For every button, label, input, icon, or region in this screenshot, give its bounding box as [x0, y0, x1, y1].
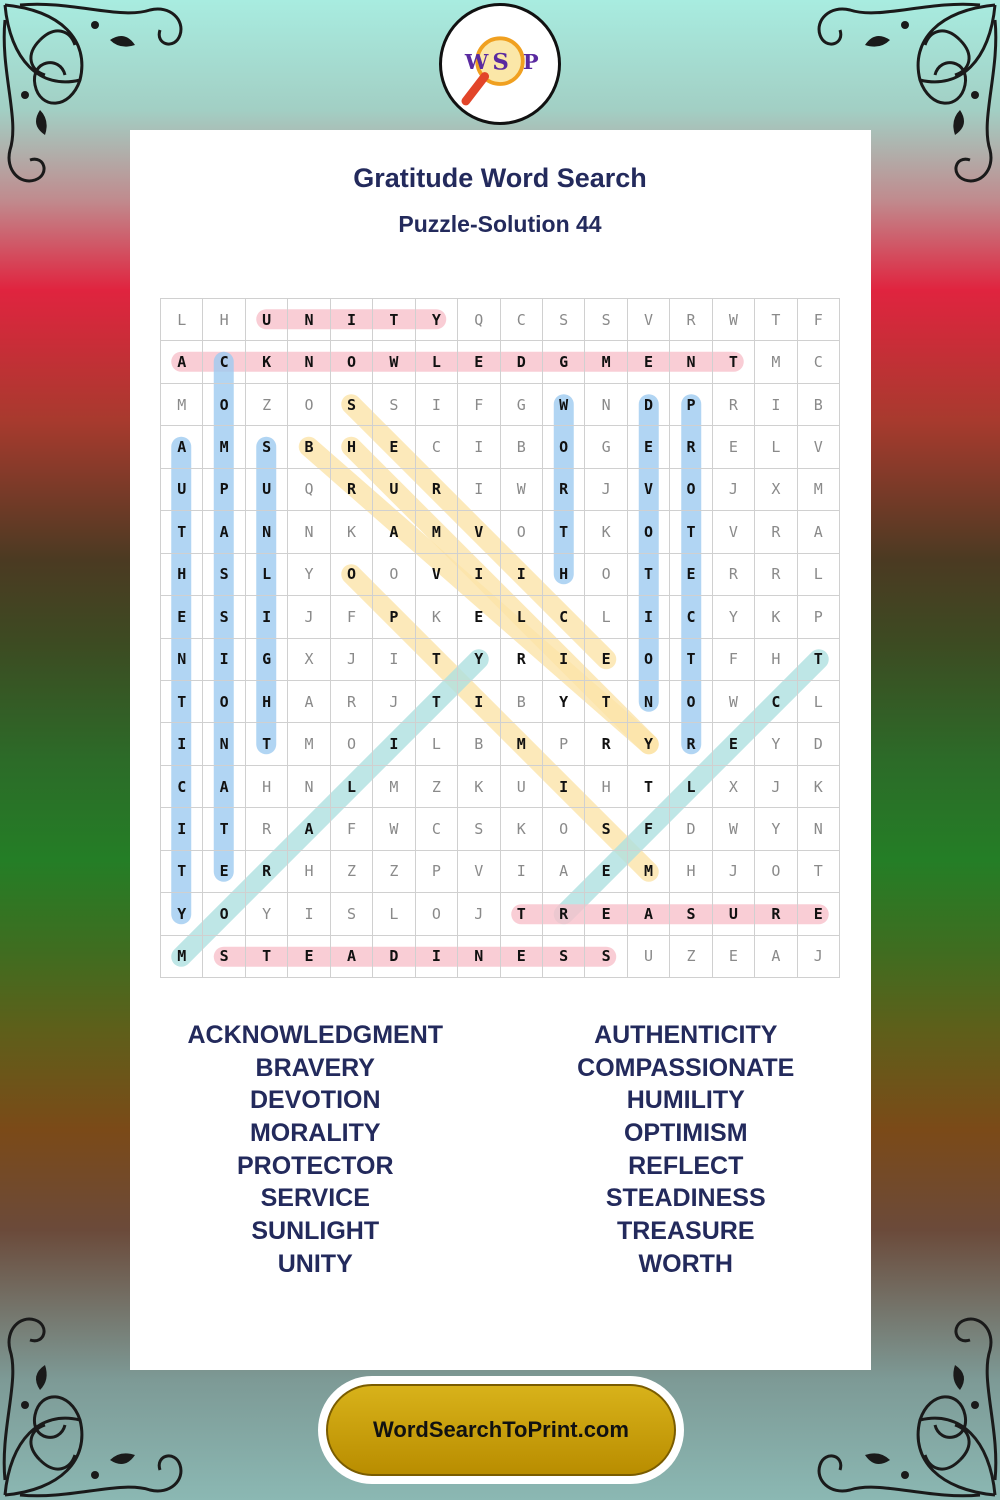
grid-cell[interactable]: S: [331, 384, 373, 426]
grid-cell[interactable]: E: [628, 341, 670, 383]
grid-cell[interactable]: N: [288, 766, 330, 808]
grid-cell[interactable]: K: [755, 596, 797, 638]
grid-cell[interactable]: R: [670, 723, 712, 765]
grid-cell[interactable]: E: [713, 723, 755, 765]
grid-cell[interactable]: J: [373, 681, 415, 723]
grid-cell[interactable]: T: [416, 639, 458, 681]
grid-cell[interactable]: C: [755, 681, 797, 723]
grid-cell[interactable]: K: [798, 766, 840, 808]
grid-cell[interactable]: Y: [288, 554, 330, 596]
grid-cell[interactable]: T: [161, 511, 203, 553]
word-list-item: MORALITY: [249, 1119, 381, 1148]
grid-cell[interactable]: J: [331, 639, 373, 681]
grid-cell[interactable]: J: [755, 766, 797, 808]
grid-cell[interactable]: I: [373, 639, 415, 681]
grid-cell[interactable]: L: [246, 554, 288, 596]
word-search-board: [160, 298, 840, 978]
grid-cell[interactable]: L: [798, 554, 840, 596]
grid-cell[interactable]: E: [585, 851, 627, 893]
grid-cell[interactable]: D: [798, 723, 840, 765]
grid-cell[interactable]: W: [543, 384, 585, 426]
grid-cell[interactable]: V: [628, 299, 670, 341]
grid-cell[interactable]: X: [288, 639, 330, 681]
grid-cell[interactable]: H: [203, 299, 245, 341]
grid-cell[interactable]: E: [798, 893, 840, 935]
grid-cell[interactable]: I: [373, 723, 415, 765]
grid-cell[interactable]: N: [458, 936, 500, 978]
grid-cell[interactable]: W: [373, 808, 415, 850]
grid-cell[interactable]: H: [543, 554, 585, 596]
word-list-item: BRAVERY: [255, 1053, 375, 1082]
grid-cell[interactable]: F: [628, 808, 670, 850]
grid-cell[interactable]: I: [458, 681, 500, 723]
grid-cell[interactable]: A: [161, 341, 203, 383]
grid-cell[interactable]: F: [713, 639, 755, 681]
grid-cell[interactable]: L: [755, 426, 797, 468]
grid-cell[interactable]: O: [288, 384, 330, 426]
grid-cell[interactable]: X: [755, 469, 797, 511]
grid-cell[interactable]: C: [203, 341, 245, 383]
grid-cell[interactable]: W: [501, 469, 543, 511]
word-list-item: SERVICE: [260, 1184, 370, 1213]
grid-cell[interactable]: O: [373, 554, 415, 596]
grid-cell[interactable]: T: [628, 554, 670, 596]
logo-letter-w: W: [464, 48, 489, 74]
grid-cell[interactable]: O: [543, 426, 585, 468]
grid-cell[interactable]: P: [798, 596, 840, 638]
grid-cell[interactable]: L: [331, 766, 373, 808]
grid-cell[interactable]: V: [798, 426, 840, 468]
grid-cell[interactable]: C: [416, 808, 458, 850]
grid-cell[interactable]: M: [585, 341, 627, 383]
grid-cell[interactable]: I: [161, 723, 203, 765]
grid-cell[interactable]: E: [713, 936, 755, 978]
grid-cell[interactable]: H: [670, 851, 712, 893]
grid-cell[interactable]: U: [373, 469, 415, 511]
grid-cell[interactable]: G: [501, 384, 543, 426]
grid-cell[interactable]: E: [628, 426, 670, 468]
grid-cell[interactable]: K: [331, 511, 373, 553]
grid-cell[interactable]: Q: [458, 299, 500, 341]
grid-cell[interactable]: T: [670, 639, 712, 681]
grid-cell[interactable]: S: [543, 936, 585, 978]
grid-cell[interactable]: H: [755, 639, 797, 681]
grid-cell[interactable]: I: [416, 936, 458, 978]
grid-cell[interactable]: R: [585, 723, 627, 765]
grid-cell[interactable]: P: [670, 384, 712, 426]
grid-cell[interactable]: I: [755, 384, 797, 426]
grid-cell[interactable]: K: [246, 341, 288, 383]
grid-cell[interactable]: T: [416, 681, 458, 723]
grid-cell[interactable]: Y: [755, 723, 797, 765]
grid-cell[interactable]: C: [501, 299, 543, 341]
grid-cell[interactable]: U: [501, 766, 543, 808]
grid-cell[interactable]: E: [373, 426, 415, 468]
grid-cell[interactable]: M: [161, 936, 203, 978]
grid-cell[interactable]: A: [288, 681, 330, 723]
grid-cell[interactable]: M: [755, 341, 797, 383]
grid-cell[interactable]: C: [416, 426, 458, 468]
grid-cell[interactable]: O: [203, 384, 245, 426]
grid-cell[interactable]: O: [543, 808, 585, 850]
grid-cell[interactable]: C: [543, 596, 585, 638]
grid-cell[interactable]: Z: [670, 936, 712, 978]
grid-cell[interactable]: E: [713, 426, 755, 468]
grid-cell[interactable]: V: [628, 469, 670, 511]
grid-cell[interactable]: R: [543, 893, 585, 935]
grid-cell[interactable]: L: [798, 681, 840, 723]
grid-cell[interactable]: H: [288, 851, 330, 893]
grid-cell[interactable]: A: [798, 511, 840, 553]
word-list: [130, 1019, 871, 1289]
grid-cell[interactable]: S: [203, 554, 245, 596]
grid-cell[interactable]: P: [416, 851, 458, 893]
grid-cell[interactable]: Y: [628, 723, 670, 765]
grid-cell[interactable]: O: [416, 893, 458, 935]
grid-cell[interactable]: B: [458, 723, 500, 765]
grid-cell[interactable]: I: [458, 554, 500, 596]
grid-cell[interactable]: O: [628, 511, 670, 553]
grid-cell[interactable]: B: [798, 384, 840, 426]
grid-cell[interactable]: K: [416, 596, 458, 638]
grid-cell[interactable]: U: [628, 936, 670, 978]
grid-cell[interactable]: I: [501, 851, 543, 893]
grid-cell[interactable]: N: [585, 384, 627, 426]
word-list-item: SUNLIGHT: [251, 1217, 380, 1246]
grid-cell[interactable]: R: [755, 511, 797, 553]
grid-cell[interactable]: R: [670, 299, 712, 341]
grid-cell[interactable]: N: [798, 808, 840, 850]
grid-cell[interactable]: A: [288, 808, 330, 850]
grid-cell[interactable]: Y: [458, 639, 500, 681]
grid-cell[interactable]: U: [713, 893, 755, 935]
grid-cell[interactable]: J: [798, 936, 840, 978]
grid-cell[interactable]: T: [755, 299, 797, 341]
grid-cell[interactable]: Z: [416, 766, 458, 808]
grid-cell[interactable]: S: [585, 808, 627, 850]
grid-cell[interactable]: A: [203, 511, 245, 553]
grid-cell[interactable]: H: [585, 766, 627, 808]
grid-cell[interactable]: P: [203, 469, 245, 511]
grid-cell[interactable]: I: [543, 639, 585, 681]
grid-cell[interactable]: R: [416, 469, 458, 511]
word-list-item: STEADINESS: [605, 1184, 766, 1213]
word-list-item: COMPASSIONATE: [577, 1053, 795, 1082]
grid-cell[interactable]: N: [161, 639, 203, 681]
grid-cell[interactable]: G: [246, 639, 288, 681]
grid-cell[interactable]: W: [713, 299, 755, 341]
grid-cell[interactable]: R: [246, 808, 288, 850]
grid-cell[interactable]: M: [416, 511, 458, 553]
grid-cell[interactable]: K: [458, 766, 500, 808]
grid-cell[interactable]: J: [585, 469, 627, 511]
grid-cell[interactable]: E: [458, 341, 500, 383]
grid-cell[interactable]: N: [288, 299, 330, 341]
grid-cell[interactable]: D: [373, 936, 415, 978]
website-label: WordSearchToPrint.com: [326, 1384, 676, 1476]
grid-cell[interactable]: V: [713, 511, 755, 553]
grid-cell[interactable]: O: [331, 341, 373, 383]
grid-cell[interactable]: U: [246, 299, 288, 341]
grid-cell[interactable]: C: [798, 341, 840, 383]
grid-cell[interactable]: U: [246, 469, 288, 511]
grid-cell[interactable]: N: [203, 723, 245, 765]
grid-cell[interactable]: E: [670, 554, 712, 596]
grid-cell[interactable]: P: [543, 723, 585, 765]
grid-cell[interactable]: S: [246, 426, 288, 468]
grid-cell[interactable]: Y: [161, 893, 203, 935]
grid-cell[interactable]: R: [246, 851, 288, 893]
grid-cell[interactable]: Y: [246, 893, 288, 935]
grid-cell[interactable]: T: [501, 893, 543, 935]
grid-cell[interactable]: L: [416, 723, 458, 765]
grid-cell[interactable]: J: [288, 596, 330, 638]
grid-cell[interactable]: J: [713, 469, 755, 511]
grid-cell[interactable]: T: [373, 299, 415, 341]
grid-cell[interactable]: L: [161, 299, 203, 341]
grid-cell[interactable]: Y: [755, 808, 797, 850]
grid-cell[interactable]: T: [161, 851, 203, 893]
grid-cell[interactable]: W: [373, 341, 415, 383]
logo-letter-s: S: [492, 49, 509, 76]
grid-cell[interactable]: S: [458, 808, 500, 850]
word-list-item: ACKNOWLEDGMENT: [187, 1021, 444, 1049]
grid-cell[interactable]: I: [203, 639, 245, 681]
grid-cell[interactable]: L: [670, 766, 712, 808]
grid-cell[interactable]: Y: [416, 299, 458, 341]
grid-cell[interactable]: B: [288, 426, 330, 468]
grid-cell[interactable]: A: [543, 851, 585, 893]
grid-cell[interactable]: Z: [246, 384, 288, 426]
grid-cell[interactable]: D: [501, 341, 543, 383]
grid-cell[interactable]: R: [755, 893, 797, 935]
grid-cell[interactable]: G: [585, 426, 627, 468]
grid-cell[interactable]: O: [755, 851, 797, 893]
grid-cell[interactable]: E: [585, 893, 627, 935]
grid-cell[interactable]: O: [203, 893, 245, 935]
grid-cell[interactable]: I: [246, 596, 288, 638]
grid-cell[interactable]: S: [585, 936, 627, 978]
grid-cell[interactable]: I: [416, 384, 458, 426]
word-list-item: DEVOTION: [249, 1086, 381, 1115]
word-list-item: HUMILITY: [626, 1086, 745, 1115]
grid-cell[interactable]: H: [246, 766, 288, 808]
grid-cell[interactable]: F: [331, 596, 373, 638]
grid-cell[interactable]: T: [543, 511, 585, 553]
grid-cell[interactable]: T: [246, 936, 288, 978]
grid-cell[interactable]: T: [203, 808, 245, 850]
grid-cell[interactable]: K: [585, 511, 627, 553]
grid-cell[interactable]: S: [203, 596, 245, 638]
grid-cell[interactable]: R: [713, 384, 755, 426]
grid-cell[interactable]: A: [161, 426, 203, 468]
grid-cell[interactable]: E: [288, 936, 330, 978]
logo-letter-p: P: [522, 48, 539, 74]
wsp-logo[interactable]: [439, 3, 561, 125]
grid-cell[interactable]: O: [585, 554, 627, 596]
grid-cell[interactable]: A: [331, 936, 373, 978]
grid-cell[interactable]: O: [670, 681, 712, 723]
grid-cell[interactable]: I: [288, 893, 330, 935]
grid-cell[interactable]: J: [458, 893, 500, 935]
grid-cell[interactable]: R: [755, 554, 797, 596]
grid-cell[interactable]: U: [161, 469, 203, 511]
grid-cell[interactable]: F: [798, 299, 840, 341]
grid-cell[interactable]: A: [755, 936, 797, 978]
grid-cell[interactable]: M: [203, 426, 245, 468]
grid-cell[interactable]: N: [288, 511, 330, 553]
grid-cell[interactable]: P: [373, 596, 415, 638]
grid-cell[interactable]: K: [501, 808, 543, 850]
grid-cell[interactable]: N: [628, 681, 670, 723]
grid-cell[interactable]: T: [670, 511, 712, 553]
grid-cell[interactable]: Q: [288, 469, 330, 511]
grid-cell[interactable]: I: [458, 426, 500, 468]
grid-cell[interactable]: C: [670, 596, 712, 638]
grid-cell[interactable]: N: [246, 511, 288, 553]
grid-cell[interactable]: S: [543, 299, 585, 341]
grid-cell[interactable]: H: [331, 426, 373, 468]
word-list-item: WORTH: [638, 1249, 733, 1278]
grid-cell[interactable]: W: [713, 808, 755, 850]
grid-cell[interactable]: S: [670, 893, 712, 935]
grid-cell[interactable]: N: [288, 341, 330, 383]
word-list-item: UNITY: [277, 1249, 353, 1278]
grid-cell[interactable]: E: [161, 596, 203, 638]
grid-cell[interactable]: I: [501, 554, 543, 596]
grid-cell[interactable]: M: [161, 384, 203, 426]
grid-cell[interactable]: S: [373, 384, 415, 426]
grid-cell[interactable]: F: [458, 384, 500, 426]
grid-cell[interactable]: R: [331, 469, 373, 511]
grid-cell[interactable]: V: [416, 554, 458, 596]
page-subtitle: Puzzle-Solution 44: [398, 211, 602, 237]
grid-cell[interactable]: Y: [543, 681, 585, 723]
grid-cell[interactable]: T: [798, 639, 840, 681]
grid-cell[interactable]: S: [331, 893, 373, 935]
grid-cell[interactable]: A: [203, 766, 245, 808]
grid-cell[interactable]: T: [798, 851, 840, 893]
grid-cell[interactable]: L: [501, 596, 543, 638]
grid-cell[interactable]: I: [458, 469, 500, 511]
letter-grid: [160, 298, 840, 978]
grid-cell[interactable]: R: [501, 639, 543, 681]
grid-cell[interactable]: G: [543, 341, 585, 383]
word-list-item: TREASURE: [616, 1217, 755, 1246]
grid-cell[interactable]: T: [161, 681, 203, 723]
grid-cell[interactable]: F: [331, 808, 373, 850]
grid-cell[interactable]: I: [628, 596, 670, 638]
grid-cell[interactable]: H: [161, 554, 203, 596]
grid-cell[interactable]: A: [373, 511, 415, 553]
grid-cell[interactable]: C: [161, 766, 203, 808]
grid-cell[interactable]: M: [628, 851, 670, 893]
grid-cell[interactable]: H: [246, 681, 288, 723]
grid-cell[interactable]: B: [501, 681, 543, 723]
grid-cell[interactable]: W: [713, 681, 755, 723]
grid-cell[interactable]: S: [585, 299, 627, 341]
word-list-item: AUTHENTICITY: [594, 1021, 778, 1049]
grid-cell[interactable]: T: [628, 766, 670, 808]
word-list-item: PROTECTOR: [237, 1151, 394, 1180]
grid-cell[interactable]: E: [501, 936, 543, 978]
grid-cell[interactable]: A: [628, 893, 670, 935]
grid-cell[interactable]: R: [543, 469, 585, 511]
grid-cell[interactable]: O: [501, 511, 543, 553]
grid-cell[interactable]: E: [458, 596, 500, 638]
grid-cell[interactable]: L: [373, 893, 415, 935]
grid-cell[interactable]: E: [203, 851, 245, 893]
grid-cell[interactable]: M: [501, 723, 543, 765]
grid-cell[interactable]: O: [203, 681, 245, 723]
grid-cell[interactable]: I: [161, 808, 203, 850]
grid-cell[interactable]: D: [670, 808, 712, 850]
grid-cell[interactable]: E: [585, 639, 627, 681]
grid-cell[interactable]: R: [670, 426, 712, 468]
grid-cell[interactable]: L: [585, 596, 627, 638]
grid-cell[interactable]: J: [713, 851, 755, 893]
grid-cell[interactable]: V: [458, 511, 500, 553]
grid-cell[interactable]: X: [713, 766, 755, 808]
grid-cell[interactable]: I: [543, 766, 585, 808]
grid-cell[interactable]: O: [331, 554, 373, 596]
grid-cell[interactable]: Y: [713, 596, 755, 638]
grid-cell[interactable]: R: [331, 681, 373, 723]
page-title: Gratitude Word Search: [353, 163, 647, 193]
grid-cell[interactable]: D: [628, 384, 670, 426]
word-list-item: REFLECT: [628, 1151, 744, 1180]
grid-cell[interactable]: I: [331, 299, 373, 341]
grid-cell[interactable]: M: [288, 723, 330, 765]
grid-cell[interactable]: Z: [331, 851, 373, 893]
grid-cell[interactable]: O: [628, 639, 670, 681]
grid-cell[interactable]: T: [246, 723, 288, 765]
grid-cell[interactable]: O: [670, 469, 712, 511]
grid-cell[interactable]: B: [501, 426, 543, 468]
grid-cell[interactable]: V: [458, 851, 500, 893]
grid-cell[interactable]: M: [373, 766, 415, 808]
word-list-item: OPTIMISM: [623, 1119, 748, 1148]
grid-cell[interactable]: N: [670, 341, 712, 383]
grid-cell[interactable]: O: [331, 723, 373, 765]
grid-cell[interactable]: Z: [373, 851, 415, 893]
grid-cell[interactable]: R: [713, 554, 755, 596]
grid-cell[interactable]: T: [713, 341, 755, 383]
grid-cell[interactable]: T: [585, 681, 627, 723]
grid-cell[interactable]: L: [416, 341, 458, 383]
grid-cell[interactable]: M: [798, 469, 840, 511]
grid-cell[interactable]: S: [203, 936, 245, 978]
website-button[interactable]: [318, 1376, 684, 1484]
